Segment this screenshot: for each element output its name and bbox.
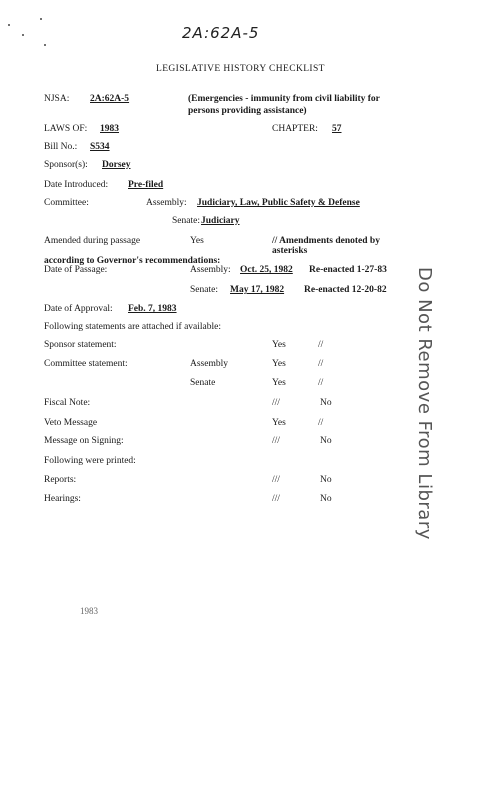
statement-yes: Yes <box>272 359 286 369</box>
library-stamp <box>392 255 470 540</box>
statement-no: // <box>318 359 324 369</box>
governor-recommendations: according to Governor's recommendations: <box>44 256 221 266</box>
printed-yes: /// <box>272 475 280 485</box>
printed-yes: /// <box>272 494 280 504</box>
passage-senate-date: May 17, 1982 <box>230 285 285 295</box>
statement-sub: Senate <box>190 378 216 388</box>
approval-value: Feb. 7, 1983 <box>128 304 177 314</box>
amended-note-line2: asterisks <box>272 246 308 256</box>
passage-assembly-date: Oct. 25, 1982 <box>240 265 293 275</box>
statement-label: Sponsor statement: <box>44 340 117 350</box>
bill-value: S534 <box>90 142 110 152</box>
introduced-label: Date Introduced: <box>44 180 109 190</box>
statement-yes: /// <box>272 398 280 408</box>
statement-yes: /// <box>272 436 280 446</box>
amended-value: Yes <box>190 236 204 246</box>
scan-speck <box>22 34 24 36</box>
statement-yes: Yes <box>272 340 286 350</box>
handwritten-reference: 2A:62A-5 <box>182 24 260 42</box>
statement-yes: Yes <box>272 418 286 428</box>
printed-label: Reports: <box>44 475 77 485</box>
committee-senate-value: Judiciary <box>201 216 240 226</box>
introduced-value: Pre-filed <box>128 180 164 190</box>
laws-value: 1983 <box>100 124 119 134</box>
passage-label: Date of Passage: <box>44 265 108 275</box>
scan-speck <box>44 44 46 46</box>
njsa-label: NJSA: <box>44 94 70 104</box>
passage-assembly-reenacted: Re-enacted 1-27-83 <box>309 265 387 275</box>
page-title: LEGISLATIVE HISTORY CHECKLIST <box>156 64 325 74</box>
statement-yes: Yes <box>272 378 286 388</box>
attached-heading: Following statements are attached if available: <box>44 322 222 332</box>
statement-label: Fiscal Note: <box>44 398 91 408</box>
committee-senate-label: Senate: <box>172 216 200 226</box>
statement-no: // <box>318 378 324 388</box>
statement-no: No <box>320 398 332 408</box>
njsa-description-line2: persons providing assistance) <box>188 106 307 116</box>
amended-note-line1: // Amendments denoted by <box>272 236 380 246</box>
statement-label: Message on Signing: <box>44 436 124 446</box>
statement-no: // <box>318 340 324 350</box>
statement-label: Committee statement: <box>44 359 128 369</box>
bill-label: Bill No.: <box>44 142 78 152</box>
printed-heading: Following were printed: <box>44 456 136 466</box>
approval-label: Date of Approval: <box>44 304 113 314</box>
printed-label: Hearings: <box>44 494 81 504</box>
scan-speck <box>40 18 42 20</box>
laws-label: LAWS OF: <box>44 124 88 134</box>
committee-label: Committee: <box>44 198 89 208</box>
passage-assembly-label: Assembly: <box>190 265 231 275</box>
statement-label: Veto Message <box>44 418 98 428</box>
passage-senate-label: Senate: <box>190 285 218 295</box>
passage-senate-reenacted: Re-enacted 12-20-82 <box>304 285 387 295</box>
statement-no: // <box>318 418 324 428</box>
chapter-value: 57 <box>332 124 342 134</box>
committee-assembly-value: Judiciary, Law, Public Safety & Defense <box>197 198 360 208</box>
printed-no: No <box>320 475 332 485</box>
chapter-label: CHAPTER: <box>272 124 318 134</box>
stamp-text: Do Not Remove From Library <box>414 267 435 540</box>
statement-sub: Assembly <box>190 359 228 369</box>
sponsor-value: Dorsey <box>102 160 131 170</box>
sponsor-label: Sponsor(s): <box>44 160 88 170</box>
statement-no: No <box>320 436 332 446</box>
scan-speck <box>8 24 10 26</box>
footer-year: 1983 <box>80 606 98 616</box>
njsa-value: 2A:62A-5 <box>90 94 130 104</box>
amended-label: Amended during passage <box>44 236 141 246</box>
printed-no: No <box>320 494 332 504</box>
committee-assembly-label: Assembly: <box>146 198 187 208</box>
njsa-description-line1: (Emergencies - immunity from civil liability for <box>188 94 380 104</box>
